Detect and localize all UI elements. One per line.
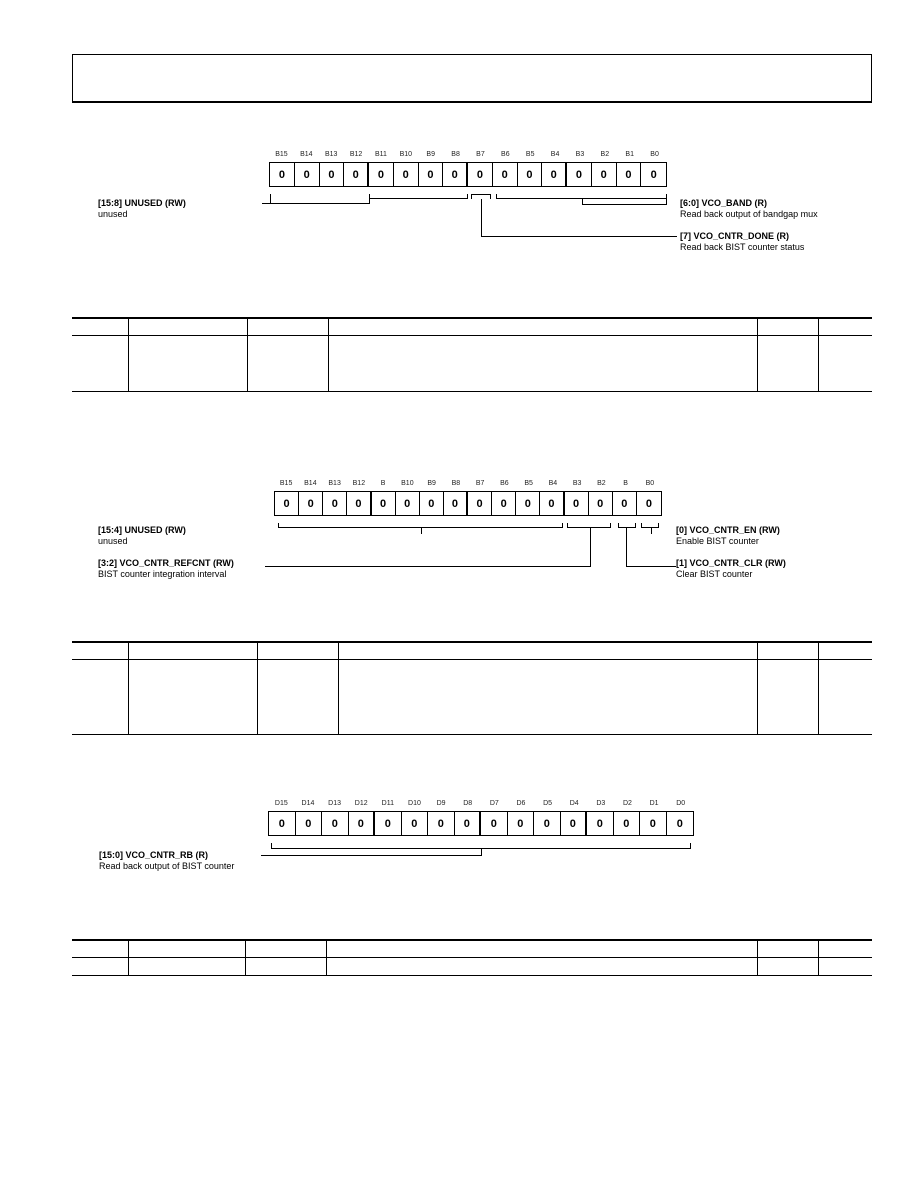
bit-label: B0 bbox=[645, 480, 655, 487]
bit-label: B12 bbox=[352, 480, 366, 487]
bit-value-cell: 0 bbox=[296, 812, 323, 835]
table-header-cell bbox=[129, 940, 246, 958]
bit-value-cell: 0 bbox=[295, 163, 320, 186]
bit-value-cell: 0 bbox=[428, 812, 455, 835]
field-description: Read back output of BIST counter bbox=[99, 861, 235, 871]
bit-value-cell: 0 bbox=[493, 163, 518, 186]
bit-value-cell: 0 bbox=[516, 492, 540, 515]
bit-label: B3 bbox=[572, 480, 582, 487]
bit-label: B4 bbox=[548, 480, 558, 487]
bit-label: D9 bbox=[436, 800, 446, 807]
bracket-line bbox=[421, 527, 422, 534]
bit-value-cell: 0 bbox=[640, 812, 667, 835]
bit-label: B6 bbox=[501, 151, 510, 158]
leader-line bbox=[590, 527, 591, 567]
bit-description-table-1 bbox=[72, 317, 872, 392]
table-header-cell bbox=[72, 940, 129, 958]
bit-label: D12 bbox=[354, 800, 368, 807]
field-title: [0] VCO_CNTR_EN (RW) bbox=[676, 525, 780, 535]
bit-label: D5 bbox=[543, 800, 553, 807]
bit-value-cell: 0 bbox=[567, 163, 592, 186]
bit-label: D1 bbox=[649, 800, 659, 807]
bit-label: D11 bbox=[381, 800, 394, 807]
bit-value-cell: 0 bbox=[565, 492, 589, 515]
bit-value-cell: 0 bbox=[542, 163, 567, 186]
table-header-cell bbox=[72, 642, 129, 660]
leader-line bbox=[265, 566, 591, 567]
bit-label: B13 bbox=[324, 151, 338, 158]
field-label-vco-cntr-refcnt bbox=[98, 558, 234, 580]
bit-value-cell: 0 bbox=[347, 492, 371, 515]
bit-value-cell: 0 bbox=[468, 492, 492, 515]
bit-value-row bbox=[274, 491, 662, 516]
table-cell bbox=[758, 336, 819, 392]
bit-value-cell: 0 bbox=[676, 817, 683, 830]
field-title: [15:4] UNUSED (RW) bbox=[98, 525, 186, 535]
bracket-line bbox=[582, 204, 667, 205]
table-cell bbox=[129, 660, 258, 735]
bit-value-cell: 0 bbox=[323, 492, 347, 515]
bit-label: B bbox=[380, 480, 386, 487]
bit-label: B7 bbox=[476, 151, 485, 158]
leader-line bbox=[626, 566, 676, 567]
bit-value-cell: 0 bbox=[468, 163, 493, 186]
bit-label: B14 bbox=[304, 480, 317, 487]
table-cell bbox=[129, 336, 248, 392]
bit-value-cell: 0 bbox=[534, 812, 561, 835]
field-label-vco-cntr-rb bbox=[99, 850, 234, 872]
bit-value-cell: 0 bbox=[492, 492, 516, 515]
field-title: [3:2] VCO_CNTR_REFCNT (RW) bbox=[98, 558, 234, 568]
bit-label: B3 bbox=[575, 151, 585, 158]
bit-label: B15 bbox=[279, 480, 293, 487]
bit-value-cell: 0 bbox=[322, 812, 349, 835]
bit-value-cell: 0 bbox=[592, 163, 617, 186]
table-cell bbox=[758, 660, 819, 735]
bit-label: B12 bbox=[349, 151, 363, 158]
bit-value-cell: 0 bbox=[349, 812, 376, 835]
bit-value-cell: 0 bbox=[275, 492, 299, 515]
bit-value-cell: 0 bbox=[587, 812, 614, 835]
bit-value-cell: 0 bbox=[269, 812, 296, 835]
bit-label: D15 bbox=[274, 800, 288, 807]
bracket-line bbox=[471, 194, 491, 195]
table-header-cell bbox=[758, 940, 819, 958]
bit-label: D10 bbox=[408, 800, 421, 807]
field-label-unused-15-4 bbox=[98, 525, 186, 547]
bit-value-cell: 0 bbox=[419, 163, 444, 186]
bit-value-cell: 0 bbox=[444, 492, 468, 515]
table-cell bbox=[248, 336, 329, 392]
table-row bbox=[72, 660, 872, 735]
table-cell bbox=[819, 336, 873, 392]
bracket-line bbox=[651, 527, 652, 534]
page-header-box bbox=[72, 54, 872, 103]
field-label-unused-15-8 bbox=[98, 198, 186, 220]
bracket-line bbox=[666, 194, 667, 204]
table-row bbox=[72, 336, 872, 392]
table-cell bbox=[258, 660, 339, 735]
table-header-cell bbox=[129, 642, 258, 660]
field-label-vco-cntr-done bbox=[680, 231, 804, 253]
bit-label: B5 bbox=[525, 151, 535, 158]
bit-label: D3 bbox=[596, 800, 606, 807]
leader-line bbox=[481, 199, 482, 237]
bit-label: B10 bbox=[401, 480, 414, 487]
bracket-line bbox=[641, 527, 659, 528]
table-header-cell bbox=[819, 642, 873, 660]
field-label-vco-cntr-clr bbox=[676, 558, 786, 580]
table-header-row bbox=[72, 318, 872, 336]
table-cell bbox=[246, 958, 327, 976]
bracket-line bbox=[369, 194, 370, 204]
table-header-row bbox=[72, 642, 872, 660]
field-label-vco-cntr-en bbox=[676, 525, 780, 547]
table-header-cell bbox=[339, 642, 758, 660]
field-description: unused bbox=[98, 209, 128, 219]
bit-value-cell: 0 bbox=[481, 812, 508, 835]
field-description: Enable BIST counter bbox=[676, 536, 759, 546]
bracket-line bbox=[658, 523, 659, 528]
bit-value-cell: 0 bbox=[270, 163, 295, 186]
table-header-row bbox=[72, 940, 872, 958]
table-header-cell bbox=[329, 318, 758, 336]
bit-value-cell: 0 bbox=[369, 163, 394, 186]
bit-label: B2 bbox=[597, 480, 606, 487]
bit-value-cell: 0 bbox=[372, 492, 396, 515]
table-cell bbox=[819, 660, 873, 735]
bit-value-cell: 0 bbox=[420, 492, 444, 515]
table-header-cell bbox=[327, 940, 758, 958]
bit-value-row bbox=[268, 811, 694, 836]
bracket-line bbox=[467, 194, 468, 199]
bit-value-cell: 0 bbox=[650, 168, 657, 181]
table-cell bbox=[819, 958, 873, 976]
bit-label: D14 bbox=[301, 800, 315, 807]
bit-label: D13 bbox=[328, 800, 341, 807]
table-cell bbox=[72, 336, 129, 392]
table-header-cell bbox=[758, 642, 819, 660]
bit-label: B0 bbox=[650, 151, 659, 158]
bit-label: B9 bbox=[427, 480, 436, 487]
bracket-line bbox=[562, 523, 563, 528]
bit-value-cell: 0 bbox=[375, 812, 402, 835]
table-header-cell bbox=[248, 318, 329, 336]
field-title: [1] VCO_CNTR_CLR (RW) bbox=[676, 558, 786, 568]
bit-value-cell: 0 bbox=[394, 163, 419, 186]
bit-value-cell: 0 bbox=[396, 492, 420, 515]
bracket-line bbox=[270, 203, 370, 204]
bit-label: B10 bbox=[399, 151, 413, 158]
bit-label: D0 bbox=[676, 800, 686, 807]
leader-line bbox=[262, 203, 270, 204]
field-title: [6:0] VCO_BAND (R) bbox=[680, 198, 768, 208]
bracket-line bbox=[690, 843, 691, 849]
leader-line bbox=[626, 527, 627, 567]
table-header-cell bbox=[129, 318, 248, 336]
field-title: [15:0] VCO_CNTR_RB (R) bbox=[99, 850, 209, 860]
bit-label: B15 bbox=[275, 151, 288, 158]
bit-label: B1 bbox=[625, 151, 634, 158]
field-description: Clear BIST counter bbox=[676, 569, 753, 579]
bracket-line bbox=[635, 523, 636, 528]
bit-label: D2 bbox=[622, 800, 632, 807]
field-description: Read back BIST counter status bbox=[680, 242, 805, 252]
field-description: BIST counter integration interval bbox=[98, 569, 227, 579]
bit-value-cell: 0 bbox=[443, 163, 468, 186]
bit-label: D8 bbox=[463, 800, 473, 807]
bit-label: B11 bbox=[374, 151, 387, 158]
field-title: [15:8] UNUSED (RW) bbox=[98, 198, 186, 208]
bracket-line bbox=[567, 527, 611, 528]
table-cell bbox=[339, 660, 758, 735]
bit-value-cell: 0 bbox=[540, 492, 564, 515]
bit-label: D4 bbox=[569, 800, 579, 807]
table-header-cell bbox=[246, 940, 327, 958]
bit-description-table-3 bbox=[72, 939, 872, 976]
bit-label: D6 bbox=[516, 800, 526, 807]
bracket-line bbox=[270, 194, 271, 204]
bit-value-cell: 0 bbox=[645, 497, 652, 510]
bit-label: B6 bbox=[500, 480, 509, 487]
bit-label: B8 bbox=[451, 151, 460, 158]
bracket-line bbox=[618, 527, 636, 528]
field-label-vco-band bbox=[680, 198, 818, 220]
bracket-line bbox=[496, 198, 666, 199]
bit-label: B4 bbox=[550, 151, 560, 158]
bit-value-cell: 0 bbox=[518, 163, 543, 186]
bit-value-cell: 0 bbox=[344, 163, 369, 186]
bit-value-cell: 0 bbox=[320, 163, 345, 186]
bracket-line bbox=[610, 523, 611, 528]
bit-label: B13 bbox=[328, 480, 341, 487]
bit-value-cell: 0 bbox=[299, 492, 323, 515]
bit-description-table-2 bbox=[72, 641, 872, 735]
bit-label: B2 bbox=[600, 151, 610, 158]
bit-value-row bbox=[269, 162, 667, 187]
bit-value-cell: 0 bbox=[613, 492, 637, 515]
bit-value-cell: 0 bbox=[617, 163, 642, 186]
field-description: Read back output of bandgap mux bbox=[680, 209, 818, 219]
bit-label: B8 bbox=[451, 480, 461, 487]
table-header-cell bbox=[758, 318, 819, 336]
table-cell bbox=[327, 958, 758, 976]
bit-label: B5 bbox=[524, 480, 533, 487]
leader-line bbox=[481, 236, 677, 237]
bracket-line bbox=[370, 198, 468, 199]
table-cell bbox=[72, 660, 129, 735]
table-cell bbox=[329, 336, 758, 392]
table-header-cell bbox=[819, 940, 873, 958]
bit-value-cell: 0 bbox=[561, 812, 588, 835]
bit-value-cell: 0 bbox=[614, 812, 641, 835]
bracket-line bbox=[490, 194, 491, 199]
bit-label: B7 bbox=[475, 480, 485, 487]
table-row bbox=[72, 958, 872, 976]
table-cell bbox=[758, 958, 819, 976]
bit-value-cell: 0 bbox=[455, 812, 482, 835]
bit-value-cell: 0 bbox=[508, 812, 535, 835]
table-header-cell bbox=[258, 642, 339, 660]
table-cell bbox=[129, 958, 246, 976]
bit-value-cell: 0 bbox=[589, 492, 613, 515]
bit-label: B bbox=[623, 480, 628, 487]
bit-label: B9 bbox=[426, 151, 435, 158]
field-description: unused bbox=[98, 536, 128, 546]
leader-line bbox=[261, 855, 482, 856]
bit-label: B14 bbox=[300, 151, 313, 158]
bit-value-cell: 0 bbox=[402, 812, 429, 835]
table-header-cell bbox=[72, 318, 129, 336]
table-cell bbox=[72, 958, 129, 976]
field-title: [7] VCO_CNTR_DONE (R) bbox=[680, 231, 790, 241]
table-header-cell bbox=[819, 318, 873, 336]
bit-label: D7 bbox=[489, 800, 499, 807]
bracket-line bbox=[471, 194, 472, 199]
